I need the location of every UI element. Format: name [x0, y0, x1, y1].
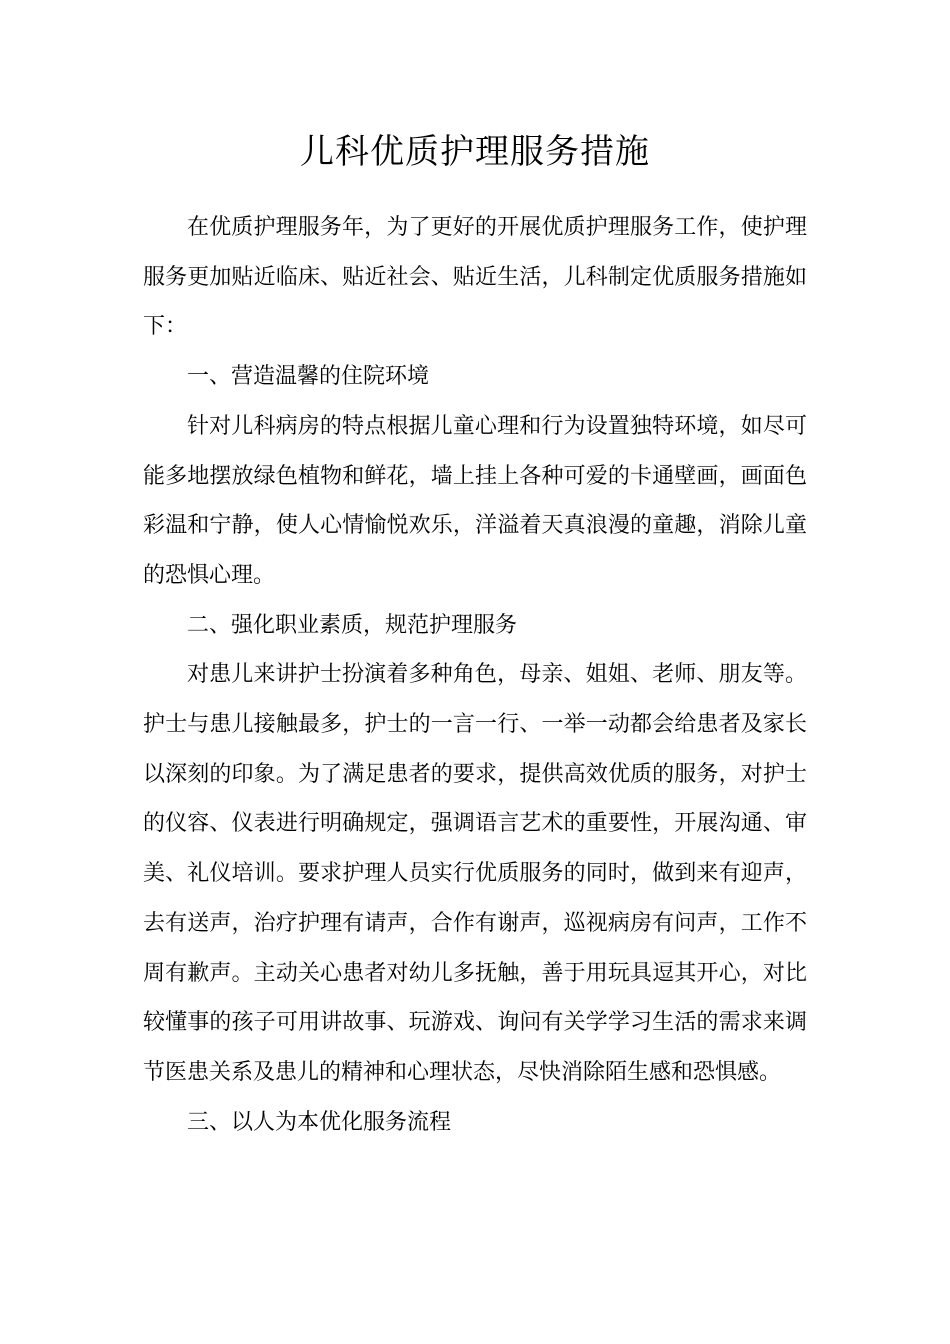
section-1-paragraph: 针对儿科病房的特点根据儿童心理和行为设置独特环境，如尽可能多地摆放绿色植物和鲜花，墙上挂上各种可爱的卡通壁画，画面色彩温和宁静，使人心情愉悦欢乐，洋溢着天真浪漫的童趣，消除儿童的恐惧心理。 [143, 413, 807, 588]
section-2-paragraph: 对患儿来讲护士扮演着多种角色，母亲、姐姐、老师、朋友等。护士与患儿接触最多，护士的一言一行、一举一动都会给患者及家长以深刻的印象。为了满足患者的要求，提供高效优质的服务，对护士的仪容、仪表进行明确规定，强调语言艺术的重要性，开展沟通、审美、礼仪培训。要求护理人员实行优质服务的同时，做到来有迎声，去有送声，治疗护理有请声，合作有谢声，巡视病房有问声，工作不周有歉声。主动关心患者对幼儿多抚触，善于用玩具逗其开心，对比较懂事的孩子可用讲故事、玩游戏、询问有关学学习生活的需求来调节医患关系及患儿的精神和心理状态，尽快消除陌生感和恐惧感。 [143, 662, 807, 1085]
section-1-heading: 一、营造温馨的住院环境 [187, 364, 430, 390]
section-3-heading: 三、以人为本优化服务流程 [187, 1109, 452, 1135]
section-2-heading: 二、强化职业素质，规范护理服务 [187, 612, 518, 638]
intro-paragraph: 在优质护理服务年，为了更好的开展优质护理服务工作，使护理服务更加贴近临床、贴近社会、贴近生活，儿科制定优质服务措施如下： [143, 215, 807, 340]
document-body [143, 203, 807, 1147]
document-title: 儿科优质护理服务措施 [300, 132, 650, 172]
